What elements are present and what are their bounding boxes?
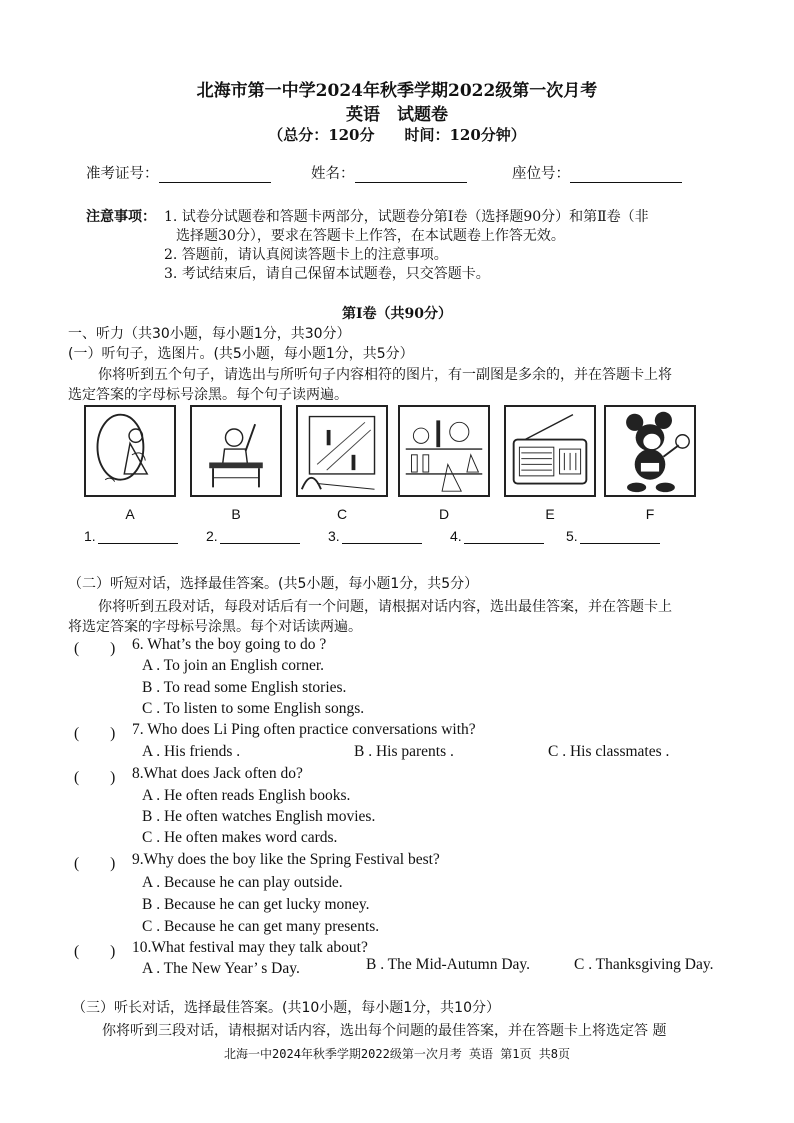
question-10-option-c: C . Thanksgiving Day. [574, 956, 714, 973]
sub1-instruction-line2: 选定答案的字母标号涂黑。每个句子读两遍。 [68, 387, 348, 403]
notice-item-1: 1. 试卷分试题卷和答题卡两部分，试题卷分第Ⅰ卷（选择题90分）和第Ⅱ卷（非 [164, 209, 649, 225]
exam-number-field [86, 162, 271, 183]
answer-blank-5: 5. [566, 528, 660, 544]
notice-item-1-cont: 选择题30分），要求在答题卡上作答，在本试题卷上作答无效。 [176, 228, 565, 244]
boy-desk-icon [190, 405, 282, 497]
question-9-option-a: A . Because he can play outside. [142, 874, 343, 891]
exam-number-line [159, 166, 271, 183]
seat-number-line [570, 166, 682, 183]
picture-label-d: D [438, 506, 450, 522]
seat-number-field [512, 162, 682, 183]
radio-icon [504, 405, 596, 497]
sub2-instruction-line1: 你将听到五段对话，每段对话后有一个问题，请根据对话内容，选出最佳答案，并在答题卡上 [98, 599, 672, 615]
question-7-paren: ( ) [74, 725, 116, 742]
question-6-text: 6. What’s the boy going to do ? [132, 636, 327, 653]
mickey-mouse-icon [604, 405, 696, 497]
girl-mirror-icon [84, 405, 176, 497]
answer-blank-4: 4. [450, 528, 544, 544]
picture-label-b: B [231, 506, 241, 522]
picture-label-f: F [645, 506, 655, 522]
sub3-heading: （三）听长对话，选择最佳答案。(共10小题，每小题1分，共10分） [72, 1000, 500, 1016]
part1-heading: 第Ⅰ卷（共90分） [341, 306, 453, 322]
notice-label: 注意事项： [86, 209, 156, 225]
question-6-option-c: C . To listen to some English songs. [142, 700, 365, 717]
question-6-option-a: A . To join an English corner. [142, 657, 325, 674]
notice-item-3: 3. 考试结束后，请自己保留本试题卷，只交答题卡。 [164, 266, 490, 282]
score-time: （总分：120分 时间：120分钟） [268, 126, 526, 144]
question-7-option-c: C . His classmates . [548, 743, 670, 760]
question-9-paren: ( ) [74, 855, 116, 872]
question-8-option-a: A . He often reads English books. [142, 787, 351, 804]
name-line [355, 166, 467, 183]
question-9-option-c: C . Because he can get many presents. [142, 918, 380, 935]
sub1-instruction-line1: 你将听到五个句子，请选出与所听句子内容相符的图片，有一副图是多余的，并在答题卡上将 [98, 367, 672, 383]
picture-label-c: C [336, 506, 348, 522]
candle-mirror-icon [296, 405, 388, 497]
name-label: 姓名： [311, 166, 355, 182]
sub2-heading: （二）听短对话，选择最佳答案。(共5小题，每小题1分，共5分） [68, 576, 479, 592]
question-8-option-b: B . He often watches English movies. [142, 808, 376, 825]
question-9-option-b: B . Because he can get lucky money. [142, 896, 370, 913]
question-9-text: 9.Why does the boy like the Spring Festival best? [132, 851, 440, 868]
page-footer: 北海一中2024年秋季学期2022级第一次月考 英语 第1页 共8页 [224, 1047, 570, 1061]
notice-item-2: 2. 答题前，请认真阅读答题卡上的注意事项。 [164, 247, 448, 263]
question-8-text: 8.What does Jack often do? [132, 765, 303, 782]
question-8-option-c: C . He often makes word cards. [142, 829, 338, 846]
seat-number-label: 座位号： [512, 166, 570, 182]
question-8-paren: ( ) [74, 769, 116, 786]
question-6-option-b: B . To read some English stories. [142, 679, 347, 696]
sub2-instruction-line2: 将选定答案的字母标号涂黑。每个对话读两遍。 [68, 619, 362, 635]
answer-blank-2: 2. [206, 528, 300, 544]
picture-label-e: E [545, 506, 555, 522]
lab-equipment-icon [398, 405, 490, 497]
section1-heading: 一、听力（共30小题，每小题1分，共30分） [68, 326, 351, 342]
question-7-option-a: A . His friends . [142, 743, 241, 760]
question-7-option-b: B . His parents . [354, 743, 454, 760]
answer-blank-3: 3. [328, 528, 422, 544]
exam-number-label: 准考证号： [86, 166, 159, 182]
exam-title: 北海市第一中学2024年秋季学期2022级第一次月考 [196, 81, 598, 101]
exam-subtitle: 英语 试题卷 [346, 105, 448, 125]
question-10-text: 10.What festival may they talk about? [132, 939, 368, 956]
question-7-text: 7. Who does Li Ping often practice conversations with? [132, 721, 476, 738]
answer-blank-1: 1. [84, 528, 178, 544]
question-10-option-b: B . The Mid-Autumn Day. [366, 956, 531, 973]
question-10-paren: ( ) [74, 943, 116, 960]
question-6-paren: ( ) [74, 640, 116, 657]
sub3-instruction-line1: 你将听到三段对话，请根据对话内容，选出每个问题的最佳答案，并在答题卡上将选定答 题 [102, 1023, 667, 1039]
sub1-heading: (一）听句子，选图片。(共5小题，每小题1分，共5分） [68, 346, 414, 362]
picture-label-a: A [125, 506, 135, 522]
question-10-option-a: A . The New Year’ s Day. [142, 960, 300, 977]
name-field [311, 162, 467, 183]
